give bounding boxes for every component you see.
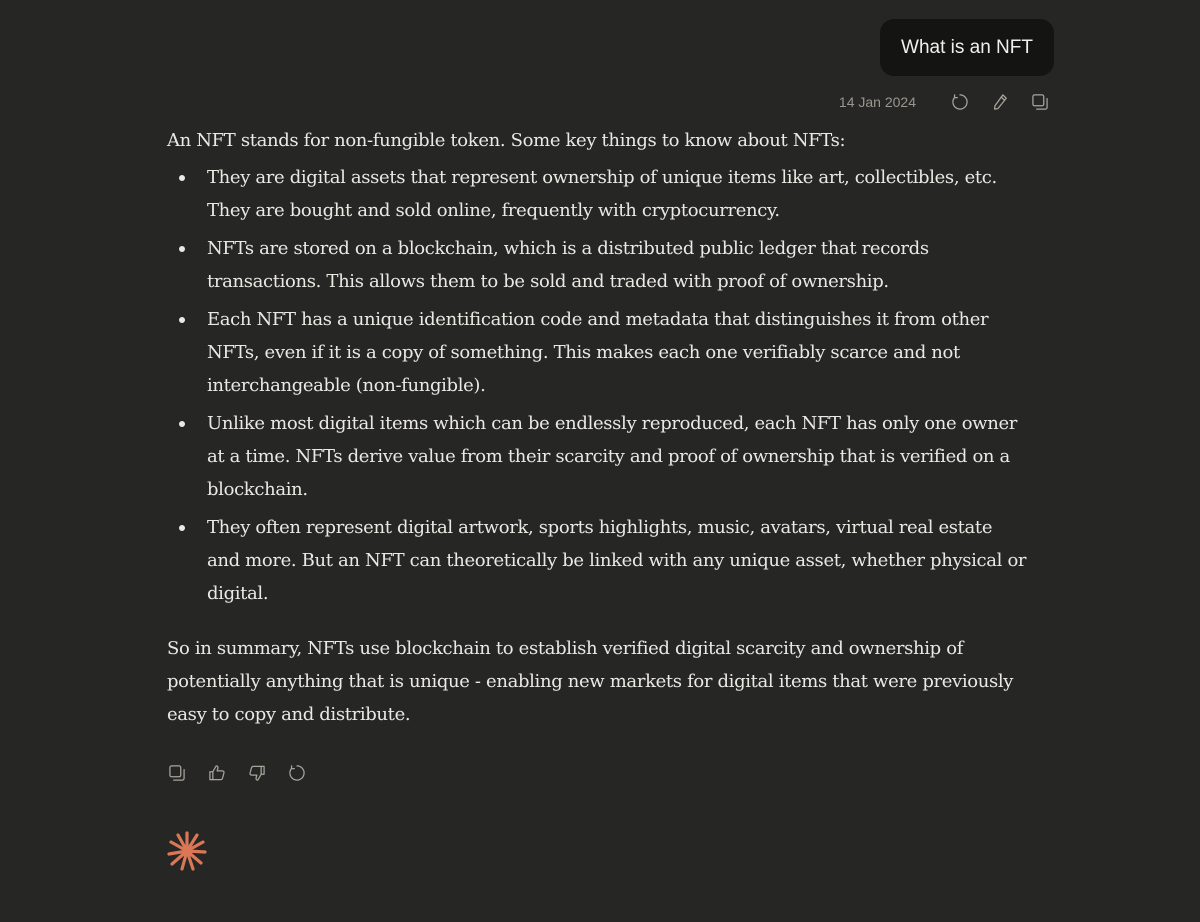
- thumbs-up-button[interactable]: [203, 759, 231, 787]
- list-item: Each NFT has a unique identification code and metadata that distinguishes it from other NFTs, even if it is a copy of something. This makes each one verifiably scarce and not interchangeable (non-fungible).: [167, 303, 1027, 402]
- edit-button[interactable]: [986, 88, 1014, 116]
- list-item: NFTs are stored on a blockchain, which is a distributed public ledger that records transactions. This allows them to be sold and traded with proof of ownership.: [167, 232, 1027, 298]
- retry-response-button[interactable]: [283, 759, 311, 787]
- list-item: Unlike most digital items which can be endlessly reproduced, each NFT has only one owner at a time. NFTs derive value from their scarcity and proof of ownership that is verified on a blockchain.: [167, 407, 1027, 506]
- message-timestamp: 14 Jan 2024: [838, 94, 916, 110]
- copy-icon: [167, 763, 187, 783]
- edit-icon: [990, 92, 1010, 112]
- retry-button[interactable]: [946, 88, 974, 116]
- copy-icon: [1030, 92, 1050, 112]
- retry-icon: [950, 92, 970, 112]
- copy-button[interactable]: [1026, 88, 1054, 116]
- response-bullet-list: [167, 161, 1027, 610]
- retry-icon: [287, 763, 307, 783]
- thumbs-down-button[interactable]: [243, 759, 271, 787]
- response-summary: So in summary, NFTs use blockchain to establish verified digital scarcity and ownership of potentially anything that is unique - enabling new markets for digital items that were previously easy to copy and distribute.: [167, 638, 1014, 725]
- copy-response-button[interactable]: [163, 759, 191, 787]
- thumbs-down-icon: [247, 763, 267, 783]
- claude-spark-icon: [166, 830, 208, 872]
- list-item: They are digital assets that represent ownership of unique items like art, collectibles, etc. They are bought and sold online, frequently with cryptocurrency.: [167, 161, 1027, 227]
- user-message-meta: [839, 88, 1054, 116]
- thumbs-up-icon: [207, 763, 227, 783]
- response-intro: An NFT stands for non-fungible token. Some key things to know about NFTs:: [167, 130, 846, 151]
- user-message-text: What is an NFT: [901, 36, 1033, 58]
- response-actions: [163, 759, 311, 787]
- assistant-response: [167, 124, 1027, 731]
- user-message-bubble: [880, 19, 1054, 76]
- list-item: They often represent digital artwork, sports highlights, music, avatars, virtual real estate and more. But an NFT can theoretically be linked with any unique asset, whether physical or digital.: [167, 511, 1027, 610]
